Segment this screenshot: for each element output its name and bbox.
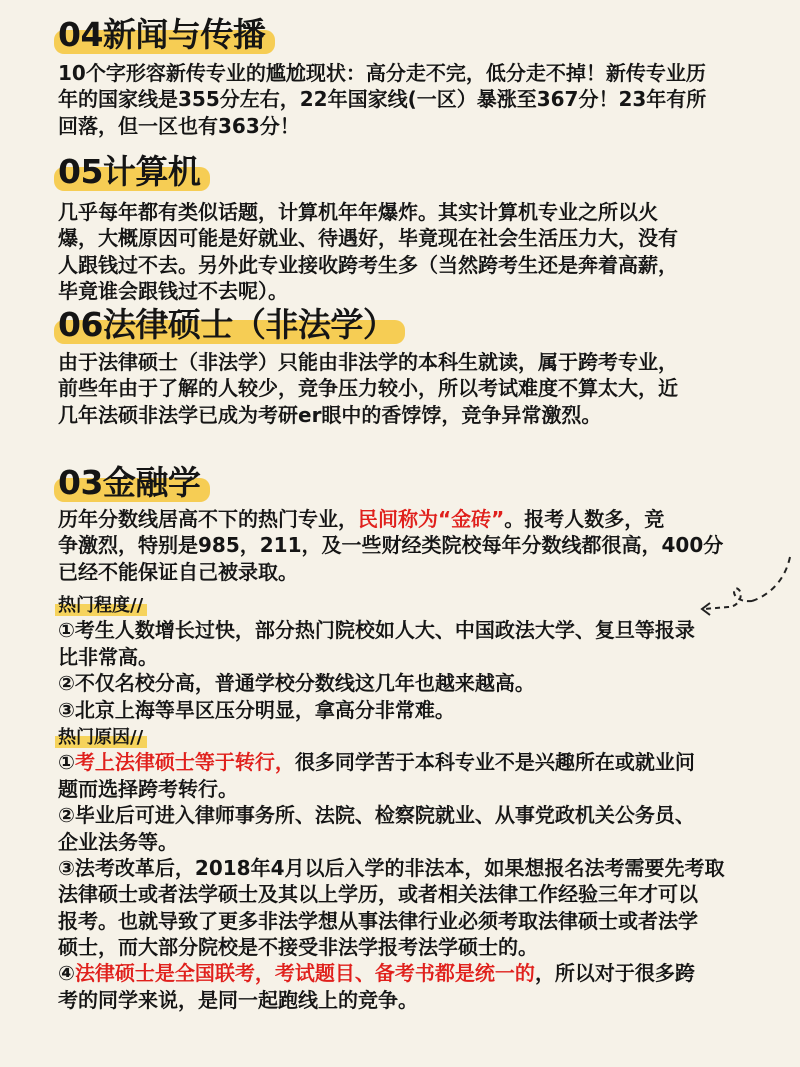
text-line bbox=[58, 987, 725, 1013]
body-text: 毕竟谁会跟钱过不去呢）。 bbox=[58, 279, 288, 304]
body-text: ③法考改革后，2018年4月以后入学的非法本，如果想报名法考需要先考取 bbox=[58, 855, 725, 880]
body-text: 年的国家线是355分左右，22年国家线(一区）暴涨至367分！23年有所 bbox=[58, 87, 707, 112]
body-text: ③北京上海等旱区压分明显，拿高分非常难。 bbox=[58, 697, 455, 722]
text-line bbox=[58, 506, 723, 532]
text-line bbox=[58, 670, 725, 696]
text-line bbox=[58, 934, 725, 960]
section-heading bbox=[58, 304, 395, 346]
section-body bbox=[58, 506, 723, 585]
body-text: 法律硕士或者法学硕士及其以上学历，或者相关法律工作经验三年才可以 bbox=[58, 882, 698, 907]
text-line bbox=[58, 402, 678, 428]
text-line bbox=[58, 697, 725, 723]
body-text: 前些年由于了解的人较少，竞争压力较小，所以考试难度不算太大，近 bbox=[58, 376, 678, 401]
emphasis-text: 法律硕士是全国联考，考试题目、备考书都是统一的 bbox=[74, 961, 535, 986]
body-text: 由于法律硕士（非法学）只能由非法学的本科生就读，属于跨考专业， bbox=[58, 350, 678, 374]
body-text: 爆，大概原因可能是好就业、待遇好，毕竟现在社会生活压力大，没有 bbox=[58, 226, 678, 251]
text-line bbox=[58, 776, 725, 802]
body-text: ④ bbox=[58, 961, 75, 986]
body-text: ②不仅名校分高，普通学校分数线这几年也越来越高。 bbox=[58, 671, 535, 696]
body-text: 比非常高。 bbox=[58, 644, 158, 669]
section-body bbox=[58, 199, 678, 305]
emphasis-text: 民间称为“金砖” bbox=[358, 507, 505, 531]
body-text: ②毕业后可进入律师事务所、法院、检察院就业、从事党政机关公务员、 bbox=[58, 803, 695, 828]
text-line bbox=[58, 829, 725, 855]
body-text: 几乎每年都有类似话题，计算机年年爆炸。其实计算机专业之所以火 bbox=[58, 200, 658, 224]
section-body bbox=[58, 349, 678, 428]
text-line bbox=[58, 908, 725, 934]
text-line bbox=[58, 617, 725, 643]
heading-text: 05计算机 bbox=[58, 152, 201, 191]
dashed-arrow-icon bbox=[690, 555, 800, 625]
text-line bbox=[58, 60, 706, 86]
body-text: 人跟钱过不去。另外此专业接收跨考生多（当然跨考生还是奔着高薪， bbox=[58, 252, 678, 277]
text-line bbox=[58, 881, 725, 907]
section-body bbox=[58, 60, 706, 139]
body-text: 很多同学苦于本科专业不是兴趣所在或就业问 bbox=[294, 750, 695, 775]
text-line bbox=[58, 723, 725, 749]
section-heading bbox=[58, 14, 265, 56]
body-text: 争激烈，特别是985，211，及一些财经类院校每年分数线都很高，400分 bbox=[58, 533, 724, 558]
body-text: 硕士，而大部分院校是不接受非法学报考法学硕士的。 bbox=[58, 935, 538, 960]
body-text: 考的同学来说，是同一起跑线上的竞争。 bbox=[58, 987, 418, 1012]
body-text: ① bbox=[58, 750, 75, 775]
body-text: 题而选择跨考转行。 bbox=[58, 776, 238, 801]
text-line bbox=[58, 960, 725, 986]
text-line bbox=[58, 644, 725, 670]
heading-text: 04新闻与传播 bbox=[58, 15, 266, 54]
body-text: 已经不能保证自己被录取。 bbox=[58, 559, 298, 584]
text-line bbox=[58, 749, 725, 775]
body-text: ，所以对于很多跨 bbox=[534, 961, 695, 986]
body-text: 回落，但一区也有363分！ bbox=[58, 113, 300, 138]
text-line bbox=[58, 375, 678, 401]
heading-text: 06法律硕士（非法学） bbox=[58, 305, 396, 344]
emphasis-text: 考上法律硕士等于转行， bbox=[74, 750, 295, 775]
text-line bbox=[58, 278, 678, 304]
subheading: 热门原因// bbox=[58, 725, 143, 751]
body-text: 10个字形容新传专业的尴尬现状：高分走不完，低分走不掉！新传专业历 bbox=[58, 61, 706, 85]
body-text: ①考生人数增长过快，部分热门院校如人大、中国政法大学、复旦等报录 bbox=[58, 618, 695, 643]
body-text: 历年分数线居高不下的热门专业， bbox=[58, 507, 358, 531]
heading-text: 03金融学 bbox=[58, 463, 201, 502]
text-line bbox=[58, 225, 678, 251]
text-line bbox=[58, 591, 725, 617]
text-line bbox=[58, 802, 725, 828]
text-line bbox=[58, 86, 706, 112]
details-list bbox=[58, 591, 725, 1013]
section-heading bbox=[58, 151, 200, 193]
text-line bbox=[58, 559, 723, 585]
body-text: 企业法务等。 bbox=[58, 829, 178, 854]
text-line bbox=[58, 855, 725, 881]
text-line bbox=[58, 199, 678, 225]
section-heading bbox=[58, 462, 200, 504]
subheading: 热门程度// bbox=[58, 593, 143, 619]
body-text: 几年法硕非法学已成为考研er眼中的香饽饽，竞争异常激烈。 bbox=[58, 402, 602, 427]
body-text: 。报考人数多，竞 bbox=[504, 507, 665, 531]
text-line bbox=[58, 532, 723, 558]
text-line bbox=[58, 252, 678, 278]
body-text: 报考。也就导致了更多非法学想从事法律行业必须考取法律硕士或者法学 bbox=[58, 908, 698, 933]
text-line bbox=[58, 113, 706, 139]
text-line bbox=[58, 349, 678, 375]
